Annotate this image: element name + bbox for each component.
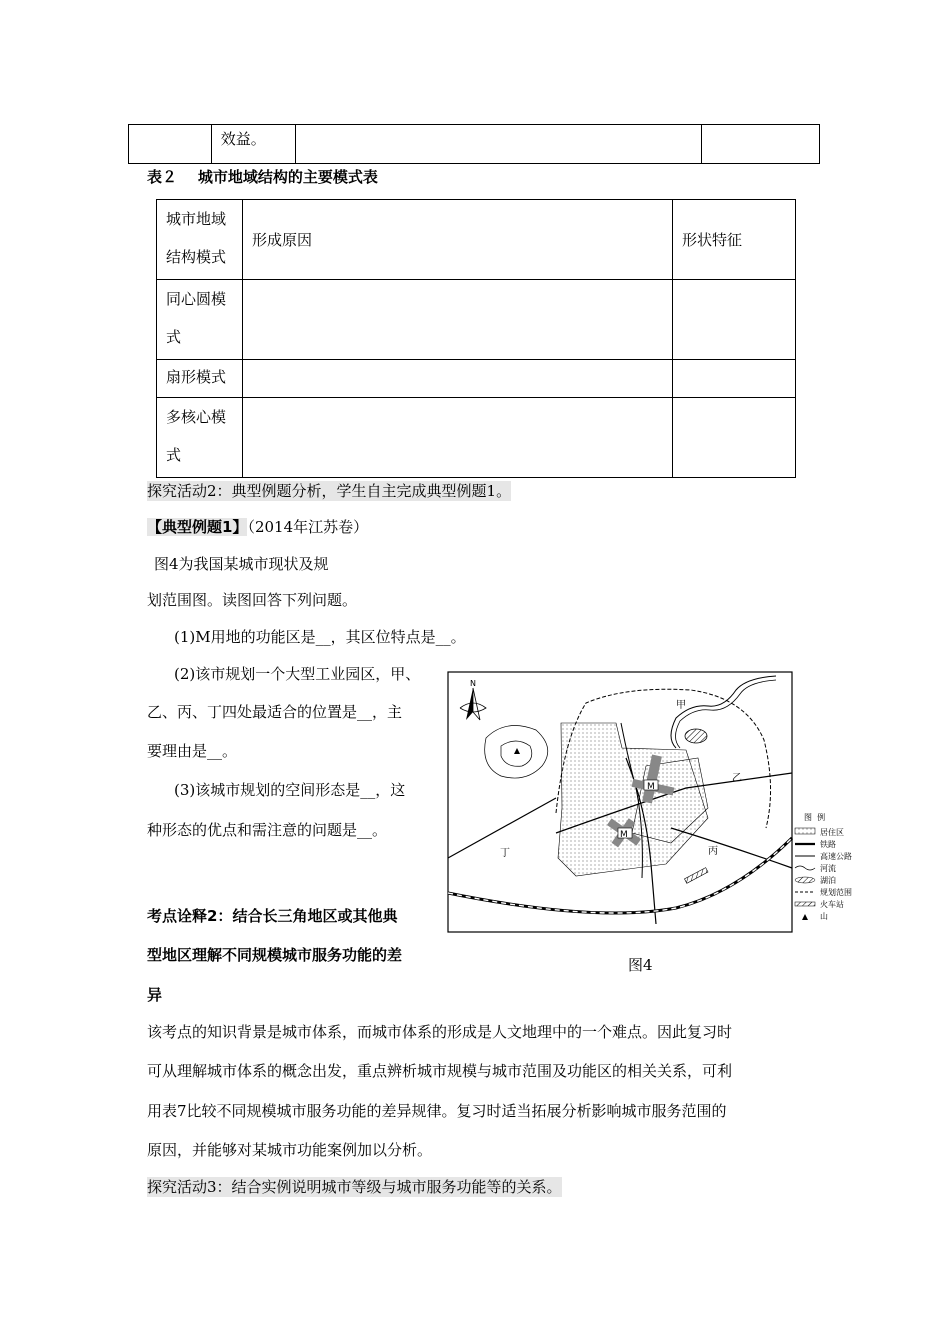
header-shape: 形状特征 [673,200,796,280]
question-3b: 种形态的优点和需注意的问题是__。 [147,821,388,839]
kaodian-line-1: 考点诠释2：结合长三角地区或其他典 [147,907,398,925]
example-heading: 【典型例题1】（2014年江苏卷） [147,518,369,536]
activity3: 探究活动3：结合实例说明城市等级与城市服务功能等的关系。 [147,1178,562,1196]
question-intro-2: 划范围图。读图回答下列问题。 [147,591,358,609]
paragraph-line: 原因，并能够对某城市功能案例加以分析。 [147,1141,433,1159]
paragraph-line: 该考点的知识背景是城市体系，而城市体系的形成是人文地理中的一个难点。因此复习时 [147,1023,733,1041]
m-label-2: M [620,830,628,840]
row-mode: 同心圆模 式 [157,280,243,360]
row-cause [243,398,673,478]
legend-item: 规划范围 [820,888,852,897]
legend-item: 河流 [820,864,836,873]
question-intro-1: 图4为我国某城市现状及规 [154,555,329,573]
legend-title: 图 例 [804,813,826,822]
legend-lake-icon [795,877,815,883]
question-1: (1)M用地的功能区是__，其区位特点是__。 [174,628,466,646]
row-mode: 扇形模式 [157,360,243,398]
row-shape [673,398,796,478]
top-table-cell-4 [702,125,820,164]
kaodian-line-2: 型地区理解不同规模城市服务功能的差 [147,946,403,964]
legend-river-icon [795,866,815,870]
header-cause: 形成原因 [243,200,673,280]
map-legend [795,812,852,921]
header-mode: 城市地域 结构模式 [157,200,243,280]
legend-item: 居住区 [820,828,844,837]
paragraph-line: 用表7比较不同规模城市服务功能的差异规律。复习时适当拓展分析影响城市服务范围的 [147,1102,727,1120]
legend-mountain-icon [802,914,808,920]
top-table-cell-1 [129,125,212,164]
top-table-cell-3 [295,125,702,164]
row-mode: 多核心模 式 [157,398,243,478]
legend-item: 湖泊 [820,876,836,885]
legend-residential-icon [795,828,815,834]
question-2a: (2)该市规划一个大型工业园区，甲、 [174,665,421,683]
city-map [446,668,866,944]
legend-item: 火车站 [820,900,844,909]
row-shape [673,360,796,398]
label-yi: 乙 [732,773,742,784]
table2-caption: 表２ 城市地域结构的主要模式表 [147,168,378,186]
label-bing: 丙 [708,846,718,857]
legend-item: 铁路 [820,840,836,849]
table-row [157,360,796,398]
top-table-cell-2: 效益。 [211,125,295,164]
legend-item: 高速公路 [820,852,852,861]
north-label: N [470,679,476,688]
row-cause [243,360,673,398]
table-row [157,280,796,360]
paragraph-line: 可从理解城市体系的概念出发，重点辨析城市规模与城市范围及功能区的相关关系，可利 [147,1062,733,1080]
label-jia: 甲 [676,700,686,711]
legend-station-icon [795,902,815,906]
top-table [128,124,820,164]
row-shape [673,280,796,360]
kaodian-line-3: 异 [147,986,163,1004]
question-3a: (3)该城市规划的空间形态是__，这 [174,781,406,799]
legend-item: 山 [820,912,828,921]
label-ding: 丁 [500,848,510,859]
table2 [156,199,796,478]
question-2b: 乙、丙、丁四处最适合的位置是__，主 [147,703,403,721]
row-cause [243,280,673,360]
table-row [157,398,796,478]
m-label-1: M [647,782,655,792]
activity2: 探究活动2：典型例题分析，学生自主完成典型例题1。 [147,482,512,500]
lake [685,729,707,743]
question-2c: 要理由是__。 [147,742,238,760]
figure-caption: 图4 [628,956,653,974]
